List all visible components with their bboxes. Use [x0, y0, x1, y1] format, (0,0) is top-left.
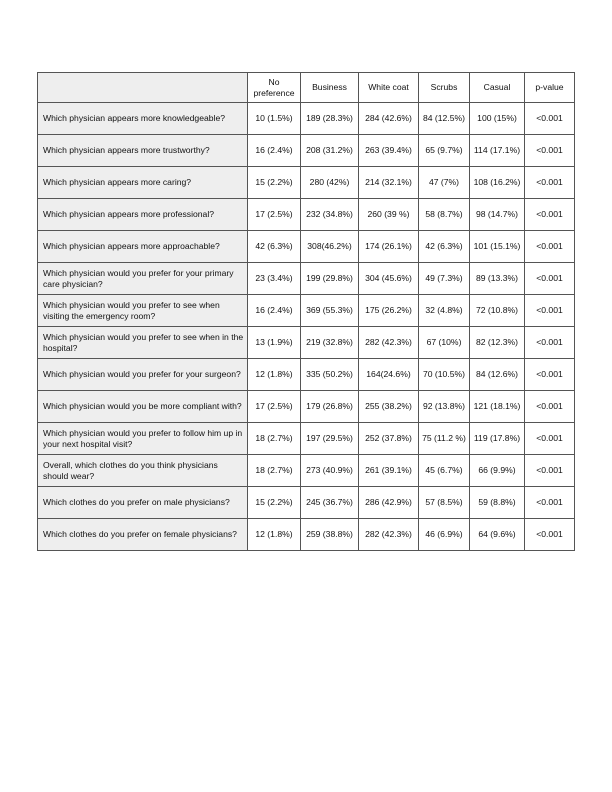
table-row — [38, 135, 575, 167]
casual-cell: 100 (15%) — [470, 103, 525, 135]
header-p-value: p-value — [525, 73, 575, 103]
casual-cell: 101 (15.1%) — [470, 231, 525, 263]
header-row — [38, 73, 575, 103]
question-cell: Which physician appears more caring? — [38, 167, 248, 199]
table-row — [38, 103, 575, 135]
p-value-cell: <0.001 — [525, 519, 575, 551]
white-coat-cell: 174 (26.1%) — [359, 231, 419, 263]
table-row — [38, 263, 575, 295]
question-cell: Which physician would you prefer to see when visiting the emergency room? — [38, 295, 248, 327]
no-preference-cell: 16 (2.4%) — [248, 295, 301, 327]
header-no-preference: No preference — [248, 73, 301, 103]
p-value-cell: <0.001 — [525, 231, 575, 263]
business-cell: 197 (29.5%) — [301, 423, 359, 455]
white-coat-cell: 255 (38.2%) — [359, 391, 419, 423]
table-row — [38, 359, 575, 391]
casual-cell: 121 (18.1%) — [470, 391, 525, 423]
table-row — [38, 423, 575, 455]
white-coat-cell: 282 (42.3%) — [359, 327, 419, 359]
question-cell: Which physician would you prefer for your primary care physician? — [38, 263, 248, 295]
question-cell: Which physician appears more knowledgeable? — [38, 103, 248, 135]
business-cell: 335 (50.2%) — [301, 359, 359, 391]
table-row — [38, 231, 575, 263]
white-coat-cell: 175 (26.2%) — [359, 295, 419, 327]
business-cell: 259 (38.8%) — [301, 519, 359, 551]
business-cell: 308(46.2%) — [301, 231, 359, 263]
table-row — [38, 391, 575, 423]
no-preference-cell: 16 (2.4%) — [248, 135, 301, 167]
white-coat-cell: 304 (45.6%) — [359, 263, 419, 295]
no-preference-cell: 42 (6.3%) — [248, 231, 301, 263]
scrubs-cell: 92 (13.8%) — [419, 391, 470, 423]
business-cell: 245 (36.7%) — [301, 487, 359, 519]
table-row — [38, 487, 575, 519]
scrubs-cell: 47 (7%) — [419, 167, 470, 199]
business-cell: 219 (32.8%) — [301, 327, 359, 359]
scrubs-cell: 42 (6.3%) — [419, 231, 470, 263]
scrubs-cell: 75 (11.2 %) — [419, 423, 470, 455]
scrubs-cell: 84 (12.5%) — [419, 103, 470, 135]
question-cell: Which physician would you prefer to see when in the hospital? — [38, 327, 248, 359]
table-row — [38, 455, 575, 487]
question-cell: Which physician would you prefer to follow him up in your next hospital visit? — [38, 423, 248, 455]
p-value-cell: <0.001 — [525, 135, 575, 167]
white-coat-cell: 261 (39.1%) — [359, 455, 419, 487]
casual-cell: 114 (17.1%) — [470, 135, 525, 167]
white-coat-cell: 260 (39 %) — [359, 199, 419, 231]
scrubs-cell: 32 (4.8%) — [419, 295, 470, 327]
casual-cell: 66 (9.9%) — [470, 455, 525, 487]
question-cell: Which physician appears more trustworthy? — [38, 135, 248, 167]
question-cell: Which clothes do you prefer on male physicians? — [38, 487, 248, 519]
header-white-coat: White coat — [359, 73, 419, 103]
business-cell: 232 (34.8%) — [301, 199, 359, 231]
white-coat-cell: 214 (32.1%) — [359, 167, 419, 199]
table-row — [38, 295, 575, 327]
p-value-cell: <0.001 — [525, 295, 575, 327]
white-coat-cell: 263 (39.4%) — [359, 135, 419, 167]
p-value-cell: <0.001 — [525, 455, 575, 487]
table-row — [38, 519, 575, 551]
white-coat-cell: 282 (42.3%) — [359, 519, 419, 551]
question-cell: Which physician appears more professional? — [38, 199, 248, 231]
white-coat-cell: 286 (42.9%) — [359, 487, 419, 519]
table-row — [38, 327, 575, 359]
no-preference-cell: 17 (2.5%) — [248, 199, 301, 231]
business-cell: 189 (28.3%) — [301, 103, 359, 135]
casual-cell: 108 (16.2%) — [470, 167, 525, 199]
casual-cell: 64 (9.6%) — [470, 519, 525, 551]
casual-cell: 72 (10.8%) — [470, 295, 525, 327]
header-business: Business — [301, 73, 359, 103]
p-value-cell: <0.001 — [525, 103, 575, 135]
casual-cell: 98 (14.7%) — [470, 199, 525, 231]
question-cell: Which physician appears more approachable? — [38, 231, 248, 263]
no-preference-cell: 12 (1.8%) — [248, 519, 301, 551]
business-cell: 179 (26.8%) — [301, 391, 359, 423]
question-cell: Which physician would you be more compliant with? — [38, 391, 248, 423]
no-preference-cell: 13 (1.9%) — [248, 327, 301, 359]
p-value-cell: <0.001 — [525, 359, 575, 391]
casual-cell: 59 (8.8%) — [470, 487, 525, 519]
white-coat-cell: 252 (37.8%) — [359, 423, 419, 455]
question-cell: Which physician would you prefer for your surgeon? — [38, 359, 248, 391]
header-scrubs: Scrubs — [419, 73, 470, 103]
scrubs-cell: 45 (6.7%) — [419, 455, 470, 487]
scrubs-cell: 58 (8.7%) — [419, 199, 470, 231]
no-preference-cell: 15 (2.2%) — [248, 487, 301, 519]
white-coat-cell: 284 (42.6%) — [359, 103, 419, 135]
no-preference-cell: 15 (2.2%) — [248, 167, 301, 199]
scrubs-cell: 65 (9.7%) — [419, 135, 470, 167]
business-cell: 273 (40.9%) — [301, 455, 359, 487]
p-value-cell: <0.001 — [525, 263, 575, 295]
table-row — [38, 199, 575, 231]
no-preference-cell: 18 (2.7%) — [248, 455, 301, 487]
question-cell: Overall, which clothes do you think physicians should wear? — [38, 455, 248, 487]
no-preference-cell: 12 (1.8%) — [248, 359, 301, 391]
no-preference-cell: 10 (1.5%) — [248, 103, 301, 135]
scrubs-cell: 70 (10.5%) — [419, 359, 470, 391]
header-casual: Casual — [470, 73, 525, 103]
scrubs-cell: 67 (10%) — [419, 327, 470, 359]
scrubs-cell: 46 (6.9%) — [419, 519, 470, 551]
business-cell: 280 (42%) — [301, 167, 359, 199]
scrubs-cell: 57 (8.5%) — [419, 487, 470, 519]
p-value-cell: <0.001 — [525, 391, 575, 423]
header-question — [38, 73, 248, 103]
p-value-cell: <0.001 — [525, 423, 575, 455]
results-table — [37, 72, 575, 551]
p-value-cell: <0.001 — [525, 487, 575, 519]
scrubs-cell: 49 (7.3%) — [419, 263, 470, 295]
question-cell: Which clothes do you prefer on female physicians? — [38, 519, 248, 551]
business-cell: 208 (31.2%) — [301, 135, 359, 167]
casual-cell: 82 (12.3%) — [470, 327, 525, 359]
p-value-cell: <0.001 — [525, 199, 575, 231]
p-value-cell: <0.001 — [525, 167, 575, 199]
business-cell: 369 (55.3%) — [301, 295, 359, 327]
no-preference-cell: 23 (3.4%) — [248, 263, 301, 295]
table-body — [38, 103, 575, 551]
no-preference-cell: 18 (2.7%) — [248, 423, 301, 455]
casual-cell: 119 (17.8%) — [470, 423, 525, 455]
casual-cell: 84 (12.6%) — [470, 359, 525, 391]
table-row — [38, 167, 575, 199]
casual-cell: 89 (13.3%) — [470, 263, 525, 295]
business-cell: 199 (29.8%) — [301, 263, 359, 295]
p-value-cell: <0.001 — [525, 327, 575, 359]
white-coat-cell: 164(24.6%) — [359, 359, 419, 391]
no-preference-cell: 17 (2.5%) — [248, 391, 301, 423]
